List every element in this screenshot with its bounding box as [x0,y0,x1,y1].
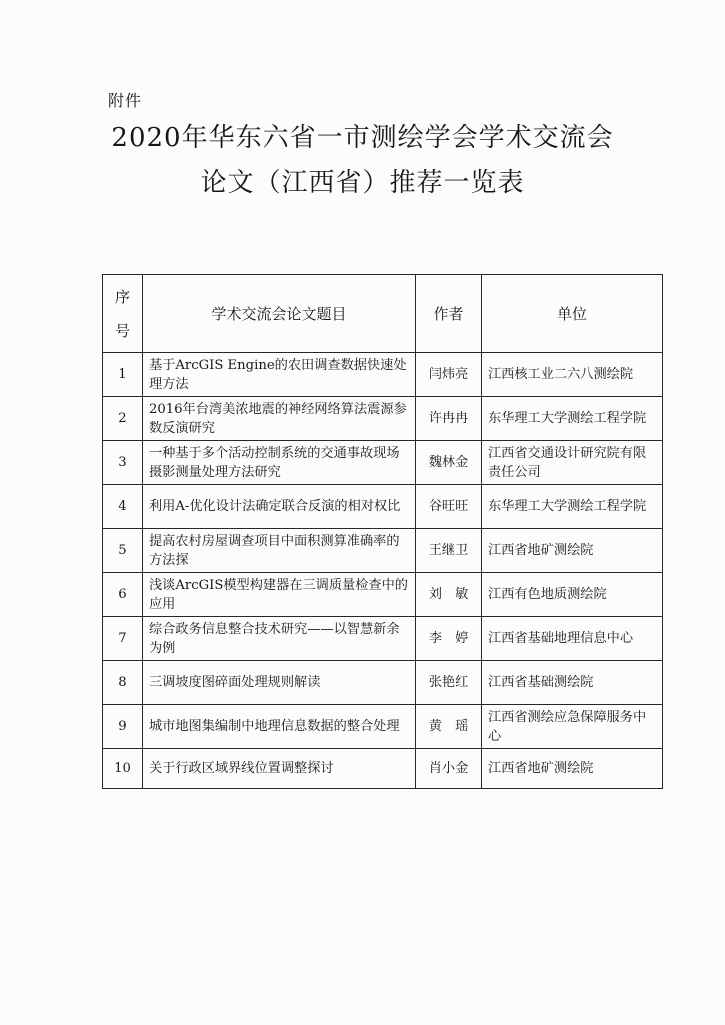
table-row [103,529,663,573]
author-unit: 江西省地矿测绘院 [482,529,663,573]
row-number: 10 [103,749,143,789]
author-name: 肖小金 [416,749,482,789]
paper-title: 关于行政区域界线位置调整探讨 [143,749,416,789]
paper-title: 三调坡度图碎面处理规则解读 [143,661,416,705]
author-name: 闫炜亮 [416,353,482,397]
author-unit: 东华理工大学测绘工程学院 [482,485,663,529]
title-line-1: 2020年华东六省一市测绘学会学术交流会 [111,123,614,153]
header-paper-title: 学术交流会论文题目 [143,275,416,353]
row-number: 4 [103,485,143,529]
header-serial-number-bottom: 号 [114,321,130,340]
table-row [103,617,663,661]
author-name: 刘 敏 [416,573,482,617]
row-number: 6 [103,573,143,617]
author-unit: 江西有色地质测绘院 [482,573,663,617]
author-unit: 江西省交通设计研究院有限责任公司 [482,441,663,485]
paper-title: 浅谈ArcGIS模型构建器在三调质量检查中的应用 [143,573,416,617]
paper-title: 一种基于多个活动控制系统的交通事故现场摄影测量处理方法研究 [143,441,416,485]
author-unit: 江西省地矿测绘院 [482,749,663,789]
author-name: 魏林金 [416,441,482,485]
row-number: 7 [103,617,143,661]
header-serial-number [103,275,143,353]
table-row [103,397,663,441]
author-name: 许冉冉 [416,397,482,441]
table-header-row [103,275,663,353]
row-number: 1 [103,353,143,397]
paper-title: 城市地图集编制中地理信息数据的整合处理 [143,705,416,749]
table-row [103,485,663,529]
header-unit: 单位 [482,275,663,353]
author-name: 张艳红 [416,661,482,705]
author-name: 谷旺旺 [416,485,482,529]
document-title [70,118,655,203]
author-unit: 东华理工大学测绘工程学院 [482,397,663,441]
table-row [103,353,663,397]
paper-title: 提高农村房屋调查项目中面积测算准确率的方法探 [143,529,416,573]
table-row [103,661,663,705]
row-number: 3 [103,441,143,485]
author-name: 李 婷 [416,617,482,661]
table-row [103,441,663,485]
row-number: 8 [103,661,143,705]
author-unit: 江西核工业二六八测绘院 [482,353,663,397]
paper-title: 综合政务信息整合技术研究——以智慧新余为例 [143,617,416,661]
author-unit: 江西省基础地理信息中心 [482,617,663,661]
row-number: 9 [103,705,143,749]
table-row [103,705,663,749]
paper-recommendation-table [102,274,663,789]
author-unit: 江西省基础测绘院 [482,661,663,705]
row-number: 2 [103,397,143,441]
author-name: 黄 瑶 [416,705,482,749]
author-name: 王继卫 [416,529,482,573]
title-line-2: 论文（江西省）推荐一览表 [200,168,525,198]
attachment-label: 附件 [108,91,143,110]
table-row [103,749,663,789]
header-author: 作者 [416,275,482,353]
paper-title: 2016年台湾美浓地震的神经网络算法震源参数反演研究 [143,397,416,441]
header-serial-number-top: 序 [114,287,130,306]
author-unit: 江西省测绘应急保障服务中心 [482,705,663,749]
paper-title: 基于ArcGIS Engine的农田调查数据快速处理方法 [143,353,416,397]
row-number: 5 [103,529,143,573]
table-row [103,573,663,617]
paper-title: 利用A-优化设计法确定联合反演的相对权比 [143,485,416,529]
